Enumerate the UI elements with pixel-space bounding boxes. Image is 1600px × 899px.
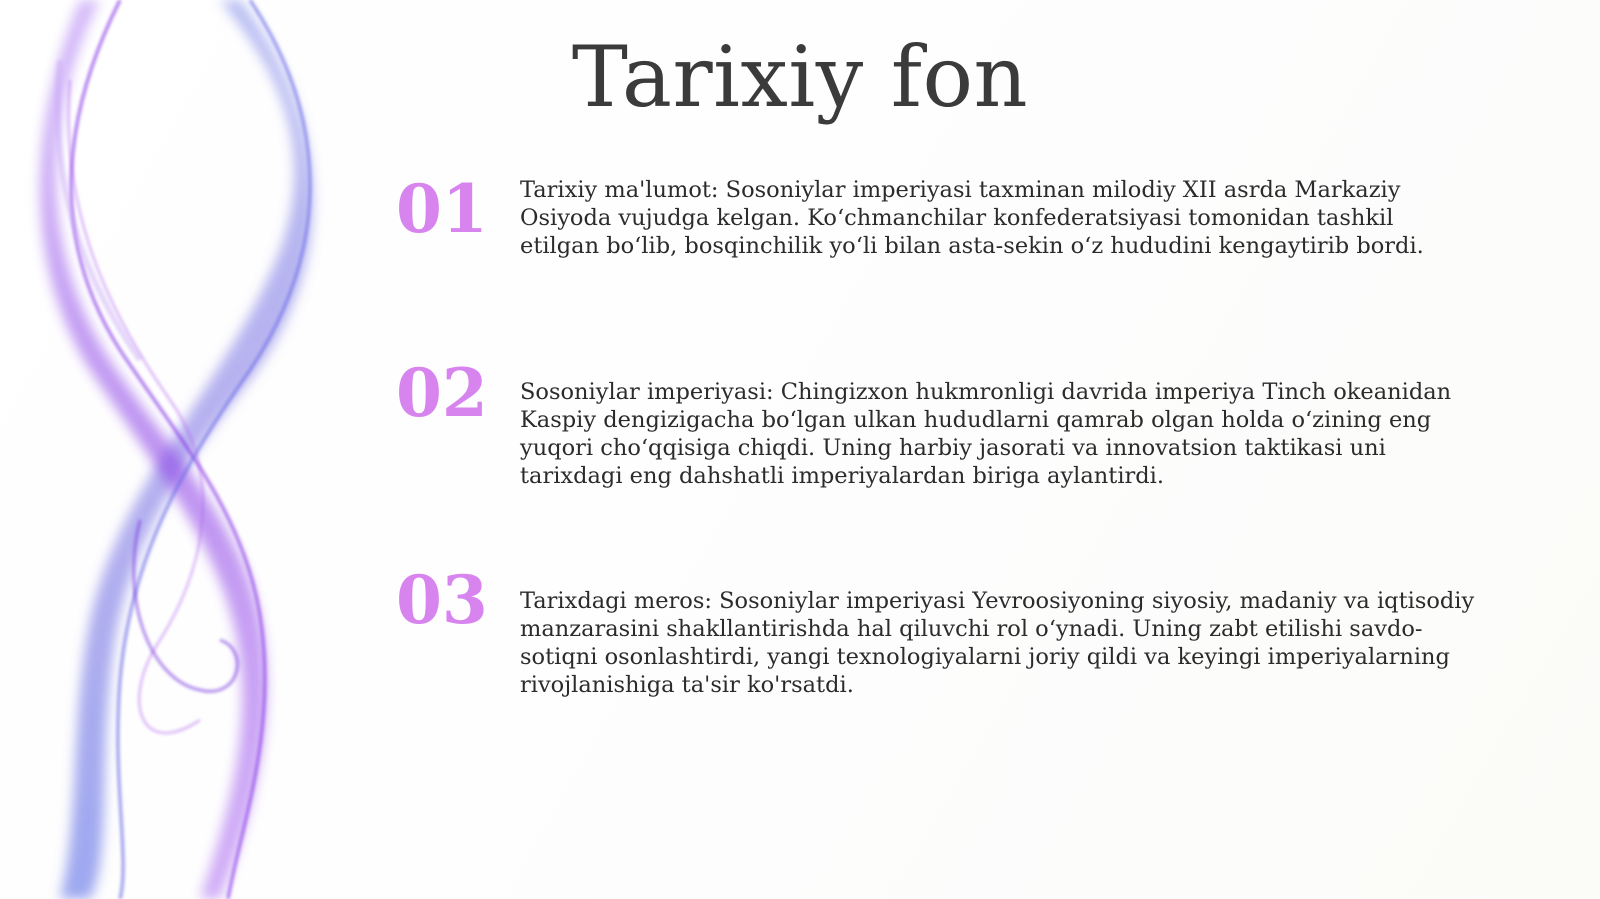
item-number: 02 <box>396 354 488 432</box>
item-text: Tarixdagi meros: Sosoniylar imperiyasi Yevroosiyoning siyosiy, madaniy va iqtisodiy manzarasini shakllantirishda hal qiluvchi rol o‘ynadi. Uning zabt etilishi savdo-sotiqni osonlashtirdi, yangi texnologiyalarni joriy qildi va keyingi imperiyalarning rivojlanishiga ta'sir ko'rsatdi. <box>520 588 1475 698</box>
item-text: Tarixiy ma'lumot: Sosoniylar imperiyasi taxminan milodiy XII asrda Markaziy Osiyoda vujudga kelgan. Ko‘chmanchilar konfederatsiyasi tomonidan tashkil etilgan bo‘lib, bosqinchilik yo‘li bilan asta-sekin o‘z hududini kengaytirib bordi. <box>520 177 1424 259</box>
item-text: Sosoniylar imperiyasi: Chingizxon hukmronligi davrida imperiya Tinch okeanidan Kaspiy dengizigacha bo‘lgan ulkan hududlarni qamrab olgan holda o‘zining eng yuqori cho‘qqisiga chiqdi. Uning harbiy jasorati va innovatsion taktikasi uni tarixdagi eng dahshatli imperiyalardan biriga aylantirdi. <box>520 379 1452 489</box>
slide-title: Tarixiy fon <box>571 28 1029 126</box>
item-number: 01 <box>396 170 488 248</box>
smoke-decoration <box>0 0 380 899</box>
item-number: 03 <box>396 561 488 639</box>
